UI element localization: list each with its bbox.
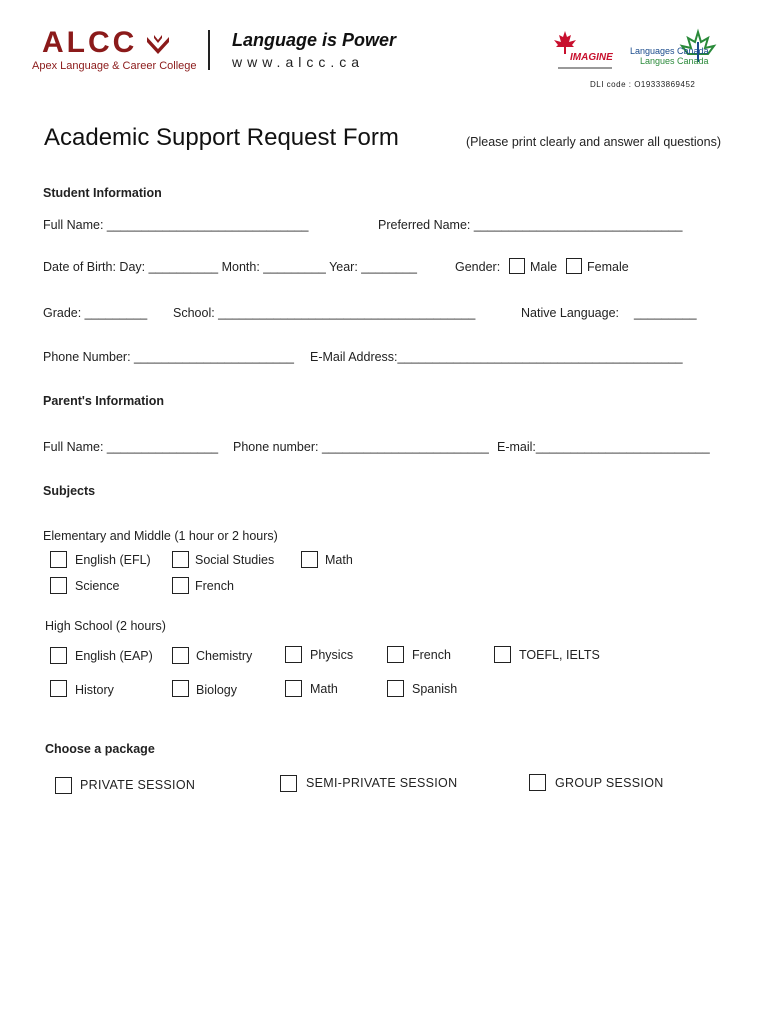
date-of-birth-field[interactable]: Date of Birth: Day: __________ Month: _________ Year: ________ bbox=[43, 260, 417, 274]
package-heading: Choose a package bbox=[45, 742, 155, 756]
lc-line2: Langues Canada bbox=[640, 56, 709, 66]
high-french-label: French bbox=[412, 648, 451, 662]
alcc-logo bbox=[42, 26, 171, 60]
languages-canada-logo bbox=[628, 28, 723, 74]
native-language-field[interactable]: _________ bbox=[634, 306, 697, 320]
semi-private-session-checkbox[interactable] bbox=[280, 775, 297, 792]
imagine-text: IMAGINE bbox=[570, 52, 613, 63]
imagine-logo bbox=[552, 30, 614, 74]
alcc-chevron-icon bbox=[145, 33, 171, 55]
school-field[interactable]: School: _____________________________________ bbox=[173, 306, 476, 320]
elem-science-label: Science bbox=[75, 579, 120, 593]
student-phone-field[interactable]: Phone Number: _______________________ bbox=[43, 350, 294, 364]
subjects-heading: Subjects bbox=[43, 484, 96, 498]
high-english-checkbox[interactable] bbox=[50, 647, 67, 664]
high-spanish-label: Spanish bbox=[412, 682, 458, 696]
student-full-name-field[interactable]: Full Name: _____________________________ bbox=[43, 218, 309, 232]
student-email-field[interactable]: E-Mail Address:_________________________________________ bbox=[310, 350, 683, 364]
high-chemistry-label: Chemistry bbox=[196, 649, 253, 663]
elementary-heading: Elementary and Middle (1 hour or 2 hours) bbox=[43, 529, 278, 543]
elem-english-label: English (EFL) bbox=[75, 553, 151, 567]
elem-english-checkbox[interactable] bbox=[50, 551, 67, 568]
group-session-checkbox[interactable] bbox=[529, 774, 546, 791]
gender-female-label: Female bbox=[587, 260, 629, 274]
high-math-checkbox[interactable] bbox=[285, 680, 302, 697]
dli-code: DLI code : O19333869452 bbox=[590, 80, 696, 89]
header-divider bbox=[208, 30, 210, 70]
high-physics-label: Physics bbox=[310, 648, 354, 662]
gender-female-checkbox[interactable] bbox=[566, 258, 582, 274]
lc-line1: Languages Canada bbox=[630, 46, 709, 56]
native-language-label: Native Language: bbox=[521, 306, 619, 320]
high-school-heading: High School (2 hours) bbox=[45, 619, 166, 633]
elem-french-checkbox[interactable] bbox=[172, 577, 189, 594]
high-toefl-checkbox[interactable] bbox=[494, 646, 511, 663]
gender-male-label: Male bbox=[530, 260, 558, 274]
high-biology-checkbox[interactable] bbox=[172, 680, 189, 697]
high-math-label: Math bbox=[310, 682, 338, 696]
high-biology-label: Biology bbox=[196, 683, 237, 697]
imagine-underline bbox=[558, 67, 612, 69]
website: www.alcc.ca bbox=[232, 54, 365, 70]
alcc-logo-text: ALCC bbox=[42, 26, 138, 59]
semi-private-session-label: SEMI-PRIVATE SESSION bbox=[306, 776, 458, 790]
private-session-checkbox[interactable] bbox=[55, 777, 72, 794]
elem-french-label: French bbox=[195, 579, 234, 593]
private-session-label: PRIVATE SESSION bbox=[80, 778, 196, 792]
high-chemistry-checkbox[interactable] bbox=[172, 647, 189, 664]
elem-social-studies-checkbox[interactable] bbox=[172, 551, 189, 568]
high-french-checkbox[interactable] bbox=[387, 646, 404, 663]
preferred-name-field[interactable]: Preferred Name: ______________________________ bbox=[378, 218, 683, 232]
form-instructions: (Please print clearly and answer all questions) bbox=[466, 135, 721, 149]
high-history-checkbox[interactable] bbox=[50, 680, 67, 697]
gender-male-checkbox[interactable] bbox=[509, 258, 525, 274]
high-toefl-label: TOEFL, IELTS bbox=[519, 648, 600, 662]
elem-math-checkbox[interactable] bbox=[301, 551, 318, 568]
tagline: Language is Power bbox=[232, 30, 397, 50]
elem-math-label: Math bbox=[325, 553, 353, 567]
elem-science-checkbox[interactable] bbox=[50, 577, 67, 594]
college-name: Apex Language & Career College bbox=[32, 60, 197, 72]
student-info-heading: Student Information bbox=[43, 186, 162, 200]
elem-social-studies-label: Social Studies bbox=[195, 553, 275, 567]
high-spanish-checkbox[interactable] bbox=[387, 680, 404, 697]
parent-email-field[interactable]: E-mail:_________________________ bbox=[497, 440, 710, 454]
parent-info-heading: Parent's Information bbox=[43, 394, 165, 408]
high-english-label: English (EAP) bbox=[75, 649, 153, 663]
high-history-label: History bbox=[75, 683, 114, 697]
grade-field[interactable]: Grade: _________ bbox=[43, 306, 148, 320]
group-session-label: GROUP SESSION bbox=[555, 776, 664, 790]
parent-phone-field[interactable]: Phone number: ________________________ bbox=[233, 440, 489, 454]
gender-label: Gender: bbox=[455, 260, 501, 274]
parent-full-name-field[interactable]: Full Name: ________________ bbox=[43, 440, 219, 454]
form-title: Academic Support Request Form bbox=[44, 124, 399, 151]
high-physics-checkbox[interactable] bbox=[285, 646, 302, 663]
